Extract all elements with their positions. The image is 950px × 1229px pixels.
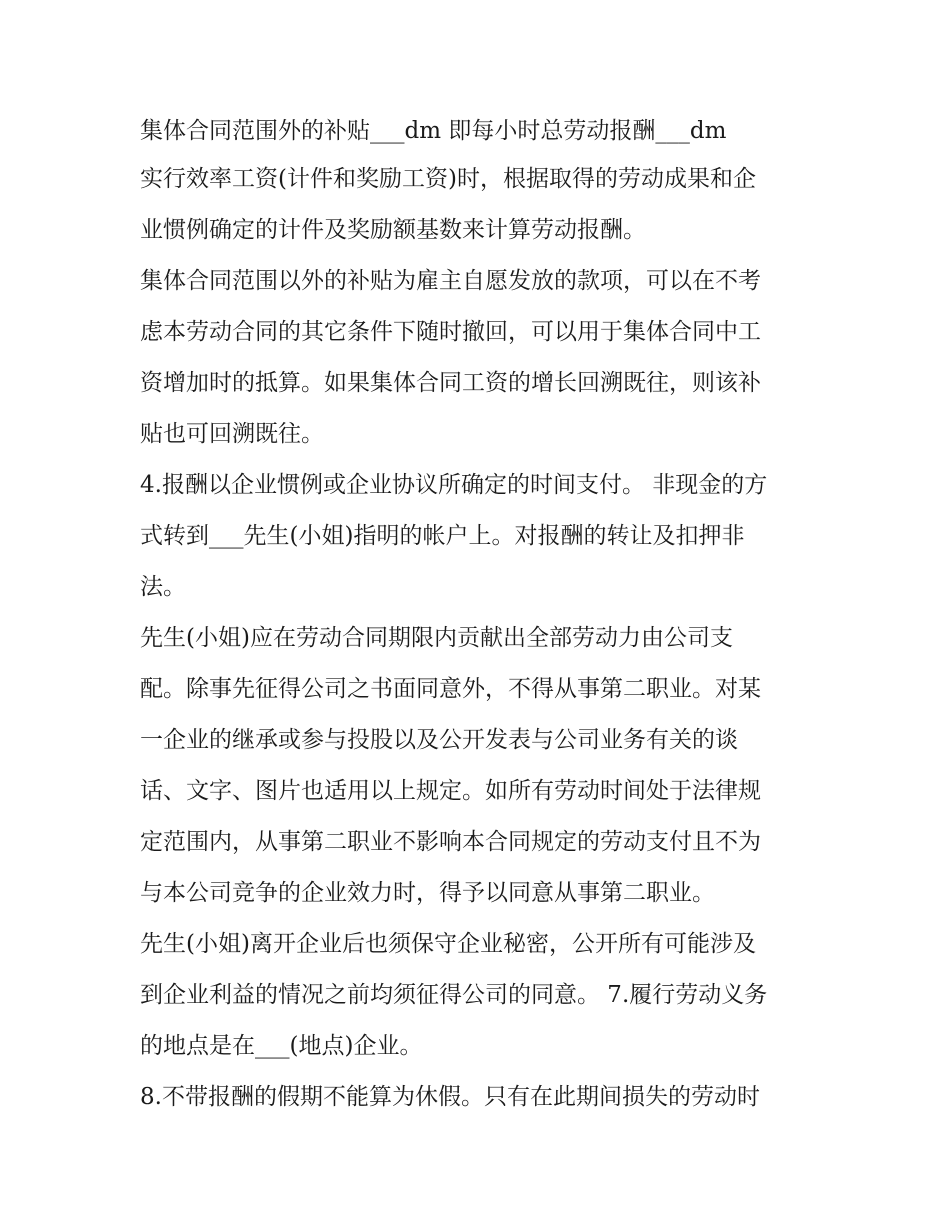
text-line: 式转到___先生(小姐)指明的帐户上。对报酬的转让及扣押非 — [140, 523, 745, 549]
text-line: 4.报酬以企业惯例或企业协议所确定的时间支付。 非现金的方 — [140, 472, 768, 498]
text-line: 先生(小姐)离开企业后也须保守企业秘密，公开所有可能涉及 — [140, 931, 756, 957]
text-line: 话、文字、图片也适用以上规定。如所有劳动时间处于法律规 — [140, 778, 761, 804]
text-line: 配。除事先征得公司之书面同意外，不得从事第二职业。对某 — [140, 676, 761, 702]
text-line: 与本公司竞争的企业效力时，得予以同意从事第二职业。 — [140, 880, 715, 906]
text-line: 贴也可回溯既往。 — [140, 421, 324, 447]
text-line: 先生(小姐)应在劳动合同期限内贡献出全部劳动力由公司支 — [140, 625, 733, 651]
text-line: 8.不带报酬的假期不能算为休假。只有在此期间损失的劳动时 — [140, 1084, 760, 1110]
text-line: 一企业的继承或参与投股以及公开发表与公司业务有关的谈 — [140, 727, 738, 753]
text-line: 虑本劳动合同的其它条件下随时撤回，可以用于集体合同中工 — [140, 319, 761, 345]
text-line: 资增加时的抵算。如果集体合同工资的增长回溯既往，则该补 — [140, 370, 761, 396]
text-line: 实行效率工资(计件和奖励工资)时，根据取得的劳动成果和企 — [140, 166, 756, 192]
text-line: 的地点是在___(地点)企业。 — [140, 1033, 423, 1059]
text-line: 业惯例确定的计件及奖励额基数来计算劳动报酬。 — [140, 217, 646, 243]
text-line: 定范围内，从事第二职业不影响本合同规定的劳动支付且不为 — [140, 829, 761, 855]
text-line: 集体合同范围外的补贴___dm 即每小时总劳动报酬___dm — [140, 118, 727, 144]
text-line: 到企业利益的情况之前均须征得公司的同意。 7.履行劳动义务 — [140, 982, 768, 1008]
text-line: 法。 — [140, 574, 186, 600]
document-body — [140, 108, 820, 1123]
text-line: 集体合同范围以外的补贴为雇主自愿发放的款项，可以在不考 — [140, 268, 761, 294]
